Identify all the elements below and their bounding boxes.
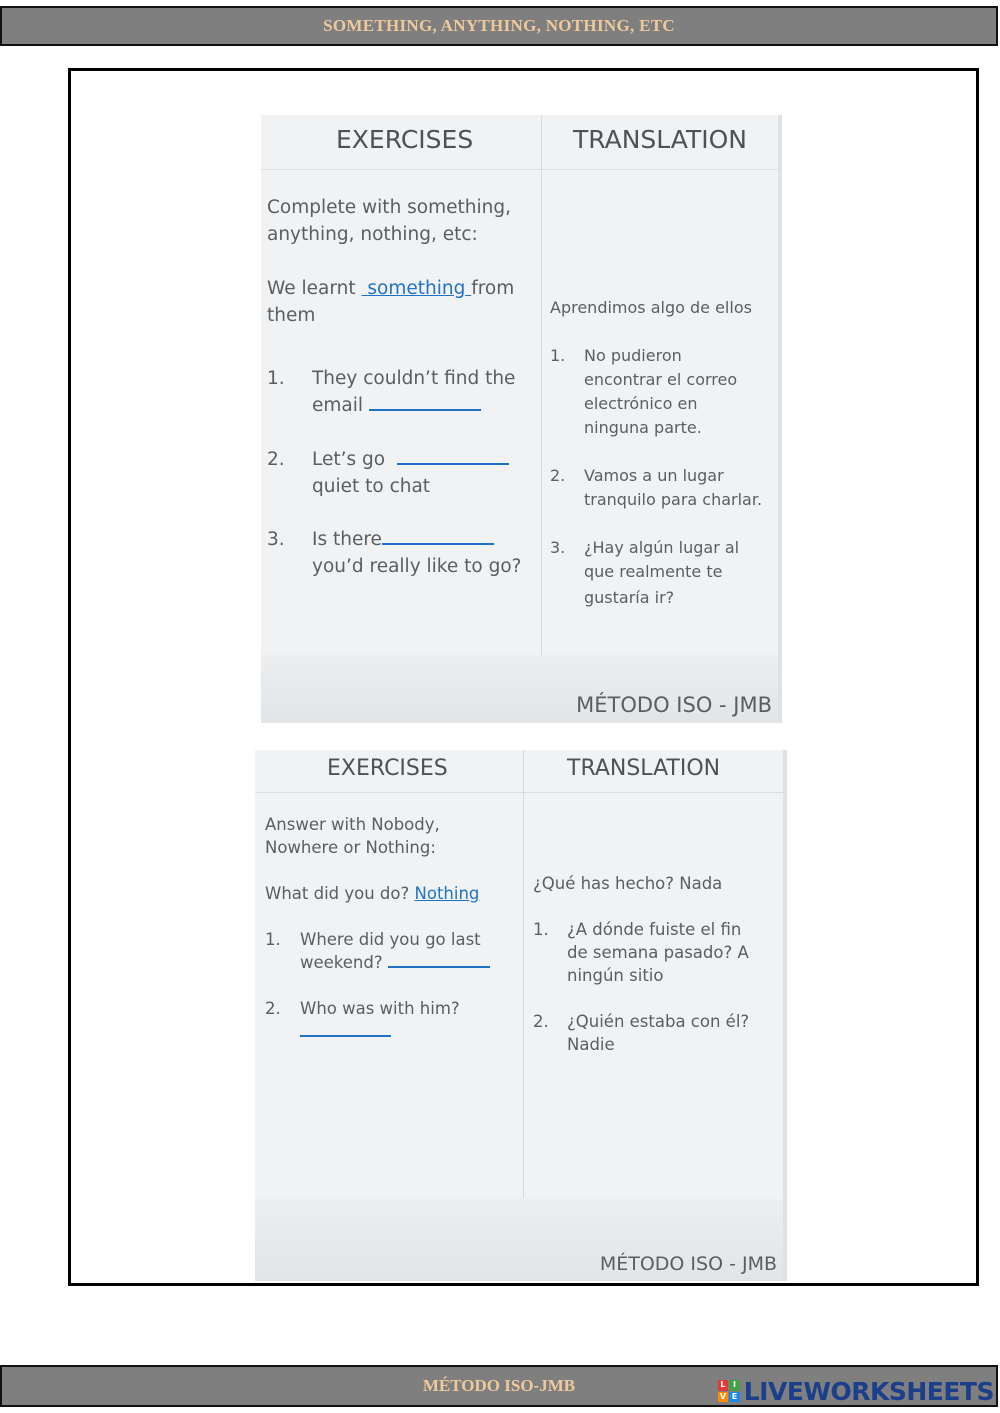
answer-blank-1[interactable]: [369, 409, 481, 411]
translation-example: ¿Qué has hecho? Nada: [533, 874, 723, 893]
translation-3-line-2: que realmente te: [584, 562, 723, 581]
exercise-item-2-line-1: [312, 449, 509, 470]
liveworksheets-brand[interactable]: [718, 1378, 994, 1404]
item-number: 3.: [267, 529, 285, 550]
instruction-line-1: Complete with something,: [267, 197, 511, 218]
exercise-item-3: [267, 529, 285, 550]
column-divider: [541, 115, 542, 655]
exercise-item-1: [267, 368, 285, 389]
translation-1-line-4: ninguna parte.: [584, 418, 702, 437]
example-sentence: [267, 278, 514, 299]
translation-heading: TRANSLATION: [567, 756, 721, 781]
answer-blank-2[interactable]: [300, 1035, 391, 1037]
exercise-item-2-line-2: quiet to chat: [312, 476, 431, 497]
translation-1-line-1: ¿A dónde fuiste el fin: [567, 920, 742, 939]
exercise-card-1: [261, 115, 778, 723]
exercise-item-3-line-2: you’d really like to go?: [312, 556, 522, 577]
example-prefix: What did you do?: [265, 884, 410, 903]
exercise-item-1-line-2: [300, 953, 490, 972]
exercise-item-1-number: 1.: [265, 930, 281, 949]
worksheet-title-banner: [0, 6, 998, 46]
translation-1-number: 1.: [533, 920, 549, 939]
logo-letter: L: [718, 1380, 729, 1391]
exercise-item-2-line-1: Who was with him?: [300, 999, 460, 1018]
logo-letter: I: [729, 1380, 740, 1391]
item-number: 2.: [267, 449, 285, 470]
exercises-heading: EXERCISES: [336, 125, 474, 154]
instruction-line-1: Answer with Nobody,: [265, 815, 440, 834]
translation-2-line-1: Vamos a un lugar: [584, 466, 724, 485]
item-text: weekend?: [300, 953, 383, 972]
card-footer: [255, 1199, 783, 1281]
card-footer: [261, 655, 778, 723]
card-header: [261, 115, 778, 170]
answer-blank-3[interactable]: [382, 543, 494, 545]
card-brand: MÉTODO ISO - JMB: [576, 693, 772, 717]
translation-1-line-2: encontrar el correo: [584, 370, 738, 389]
example-answer: [361, 278, 471, 299]
exercise-item-1-line-1: They couldn’t find the: [312, 368, 516, 389]
translation-2-line-2: tranquilo para charlar.: [584, 490, 763, 509]
exercise-item-1-line-1: Where did you go last: [300, 930, 481, 949]
translation-2-line-2: Nadie: [567, 1035, 615, 1054]
item-number: 1.: [267, 368, 285, 389]
translation-2-line-1: ¿Quién estaba con él?: [567, 1012, 750, 1031]
translation-3-line-3: gustaría ir?: [584, 588, 675, 607]
example-answer: Nothing: [414, 884, 480, 903]
column-divider: [523, 750, 524, 1198]
translation-heading: TRANSLATION: [573, 125, 747, 154]
translation-1-line-1: No pudieron: [584, 346, 682, 365]
example-suffix: from: [471, 278, 515, 299]
translation-example: Aprendimos algo de ellos: [550, 298, 752, 317]
footer-label: MÉTODO ISO-JMB: [422, 1376, 576, 1395]
liveworksheets-wordmark: LIVEWORKSHEETS: [743, 1376, 994, 1406]
card-header: [255, 750, 783, 793]
translation-3-number: 3.: [550, 538, 566, 557]
logo-letter: V: [718, 1392, 729, 1403]
example-sentence: [265, 884, 479, 903]
instruction-line-2: anything, nothing, etc:: [267, 224, 478, 245]
example-answer-text: something: [367, 278, 466, 299]
translation-1-line-2: de semana pasado? A: [567, 943, 749, 962]
card-brand: MÉTODO ISO - JMB: [599, 1253, 777, 1275]
exercise-item-3-line-1: [312, 529, 494, 550]
translation-2-number: 2.: [533, 1012, 549, 1031]
item-text: Is there: [312, 529, 382, 550]
exercise-item-1-line-2: [312, 395, 481, 416]
translation-2-number: 2.: [550, 466, 566, 485]
item-text: email: [312, 395, 364, 416]
exercise-item-2: [267, 449, 285, 470]
translation-1-line-3: electrónico en: [584, 394, 698, 413]
instruction-line-2: Nowhere or Nothing:: [265, 838, 436, 857]
exercises-heading: EXERCISES: [327, 756, 448, 781]
logo-letter: E: [729, 1392, 740, 1403]
answer-blank-1[interactable]: [388, 966, 490, 968]
exercise-card-2: [255, 750, 783, 1281]
example-line-2: them: [267, 305, 316, 326]
translation-1-number: 1.: [550, 346, 566, 365]
worksheet-title: SOMETHING, ANYTHING, NOTHING, ETC: [323, 16, 675, 35]
translation-3-line-1: ¿Hay algún lugar al: [584, 538, 740, 557]
translation-1-line-3: ningún sitio: [567, 966, 664, 985]
answer-blank-2[interactable]: [397, 463, 509, 465]
example-prefix: We learnt: [267, 278, 356, 299]
exercise-item-2-line-2: [300, 1022, 391, 1041]
exercise-item-2-number: 2.: [265, 999, 281, 1018]
item-text: Let’s go: [312, 449, 386, 470]
liveworksheets-logo-icon: [718, 1380, 740, 1402]
